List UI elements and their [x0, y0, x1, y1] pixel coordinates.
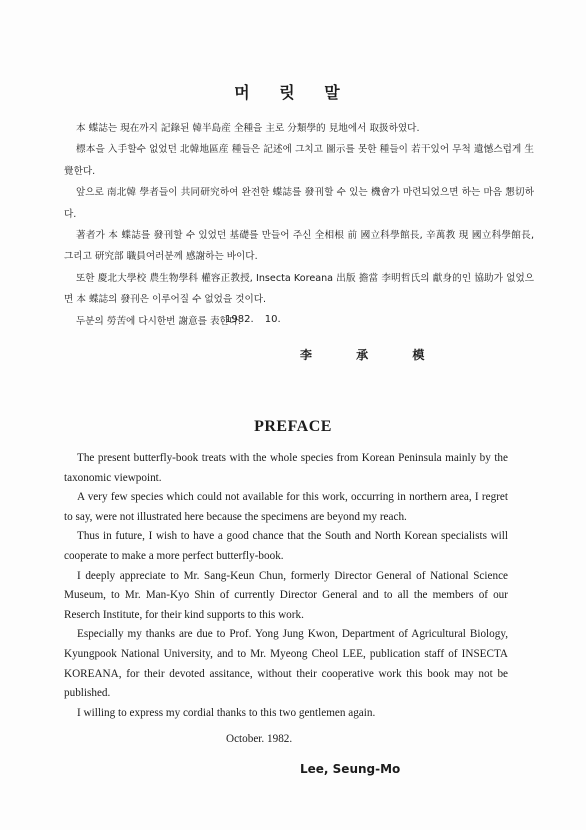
- korean-preface-title: 머 릿 말: [234, 83, 352, 102]
- korean-paragraph: 本 蝶誌는 現在까지 記錄된 韓半島産 全種을 主로 分類學的 見地에서 取扱하였다.: [76, 123, 420, 134]
- korean-paragraph: 著者가 本 蝶誌를 發刊할 수 있었던 基礎를 만들어 주신 全相根 前 國立科學館長, 辛萬教 現 國立科學館長, 그리고 研究部 職員여러분께 感謝하는 바이다.: [64, 230, 534, 263]
- korean-paragraph: 또한 慶北大學校 農生物學科 權容正教授, Insecta Koreana 出版 擔當 李明哲氏의 獻身的인 協助가 없었으면 本 蝶誌의 發刊은 이루어질 수 없었을 것이다.: [64, 272, 534, 306]
- english-paragraph: The present butterfly-book treats with the whole species from Korean Peninsula mainly by the taxonomic viewpoint.: [64, 452, 508, 484]
- english-author-signature: Lee, Seung-Mo: [300, 762, 401, 776]
- english-preface-body: [64, 449, 508, 723]
- english-paragraph: Especially my thanks are due to Prof. Yong Jung Kwon, Department of Agricultural Biology, Kyungpook National University, and to Mr. Myeong Cheol LEE, publication staff of INSECTA KOREANA, for their devoted assitance, without their cooperative work this book may not be published.: [64, 628, 508, 700]
- korean-preface-body: [64, 118, 534, 332]
- english-paragraph: Thus in future, I wish to have a good chance that the South and North Korean specialists will cooperate to make a more perfect butterfly-book.: [64, 530, 508, 562]
- english-paragraph: I deeply appreciate to Mr. Sang-Keun Chun, formerly Director General of National Science Museum, to Mr. Man-Kyo Shin of currently Director General and to all the members of our Reserch Institute, for their kind supports to this work.: [64, 569, 508, 621]
- korean-date: 1982. 10.: [225, 314, 281, 325]
- korean-paragraph: 두분의 勞苦에 다시한번 謝意를 表한다.: [76, 315, 242, 327]
- english-preface-title: PREFACE: [254, 418, 332, 435]
- english-paragraph: A very few species which could not available for this work, occurring in northern area, I regret to say, were not illustrated here because the specimens are beyond my reach.: [64, 491, 508, 523]
- korean-paragraph: 標本을 入手할수 없었던 北韓地區産 種들은 記述에 그치고 圖示를 못한 種들이 若干있어 무척 遺憾스럽게 生覺한다.: [64, 144, 534, 177]
- korean-paragraph: 앞으로 南北韓 學者들이 共同研究하여 완전한 蝶誌를 發刊할 수 있는 機會가 마련되었으면 하는 마음 懇切하다.: [64, 187, 534, 220]
- korean-author-signature: 李 承 模: [300, 348, 445, 362]
- english-paragraph: I willing to express my cordial thanks to this two gentlemen again.: [77, 706, 376, 719]
- english-date: October. 1982.: [226, 733, 293, 745]
